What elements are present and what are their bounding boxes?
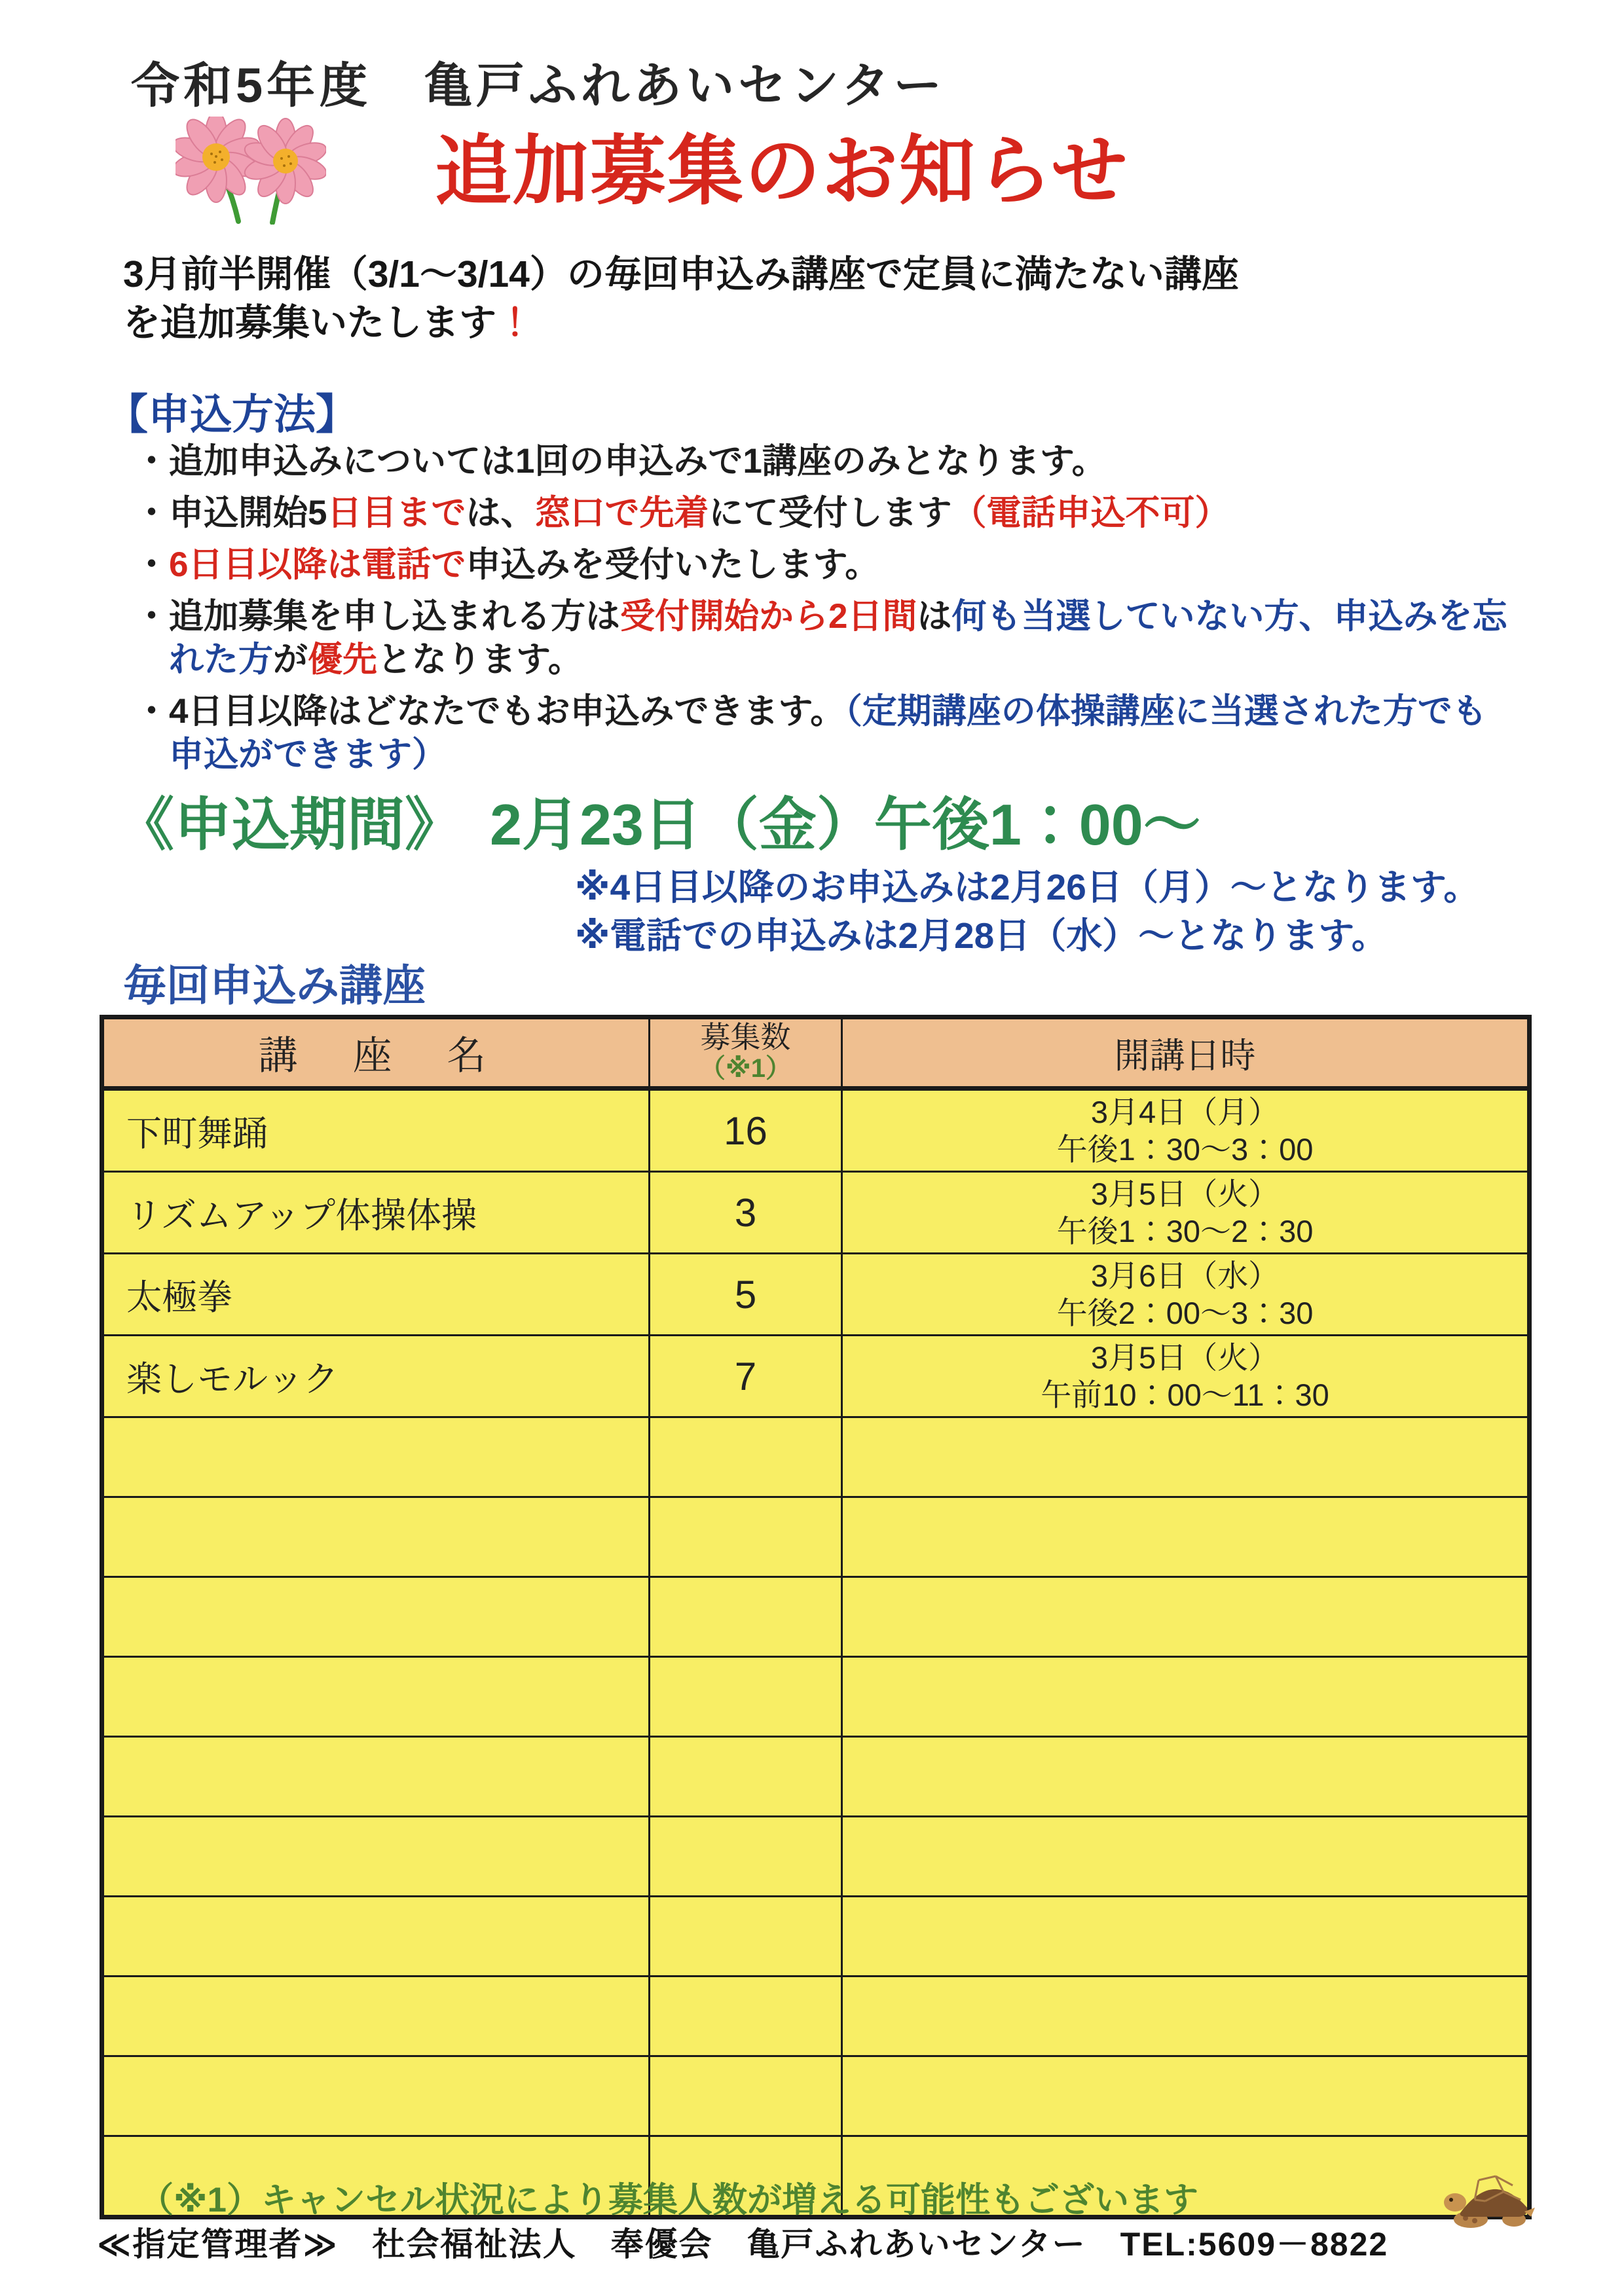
capacity-cell (650, 1897, 842, 1977)
schedule-cell (842, 1089, 1530, 1172)
schedule-cell (842, 1577, 1530, 1657)
period-note: ※4日目以降のお申込みは2月26日（月）～となります。 (575, 867, 1480, 907)
schedule-date: 3月5日（火） (1090, 1340, 1280, 1375)
schedule-cell (842, 1737, 1530, 1817)
schedule-date: 3月6日（水） (1090, 1258, 1280, 1293)
schedule-cell (842, 1172, 1530, 1254)
empty-table-row (102, 2056, 1530, 2136)
course-cell (102, 1577, 650, 1657)
fiscal-year-line: 令和5年度 亀戸ふれあいセンター (131, 58, 946, 113)
schedule-cell (842, 1336, 1530, 1417)
schedule-cell (842, 1417, 1530, 1497)
bullet-segment: 優先 (308, 640, 377, 679)
capacity-cell (650, 2056, 842, 2136)
header-capacity: 募集数 （※1） (650, 1017, 842, 1089)
method-bullets (134, 440, 1509, 785)
period-notes (575, 863, 1479, 960)
capacity-footnote-ref: （※1） (699, 1054, 792, 1083)
schedule-time: 午後2：00～3：30 (1056, 1296, 1314, 1330)
schedule-cell (842, 1497, 1530, 1577)
bullet-segment: 6日目以降は電話で (169, 545, 466, 584)
course-cell (102, 1977, 650, 2056)
bullet-segment: （定期講座の体操講座に当選された方でも申込ができます） (169, 692, 1487, 774)
capacity-cell: 3 (650, 1172, 842, 1254)
bullet-segment: 日目まで (327, 494, 466, 532)
bullet-segment: にて受付します (709, 494, 952, 532)
capacity-cell (650, 1817, 842, 1897)
schedule-date: 3月4日（月） (1090, 1095, 1280, 1129)
bullet-segment: 受付開始から2日間 (620, 597, 917, 636)
bullet-segment: （電話申込不可） (951, 494, 1230, 532)
empty-table-row (102, 1577, 1530, 1657)
course-cell (102, 1737, 650, 1817)
course-cell: リズムアップ体操体操 (102, 1172, 650, 1254)
table-row (102, 1172, 1530, 1254)
intro-line-1: 3月前半開催（3/1～3/14）の毎回申込み講座で定員に満たない講座 (123, 253, 1239, 295)
intro-line-2: を追加募集いたします！ (123, 302, 534, 344)
course-cell: 楽しモルック (102, 1336, 650, 1417)
course-table (100, 1015, 1532, 2219)
method-bullet (134, 492, 1509, 535)
bullet-segment: 何も当選していない方、申込みを忘れた方 (169, 597, 1507, 679)
bullet-segment: 窓口で先着 (535, 494, 709, 532)
course-cell: 太極拳 (102, 1254, 650, 1336)
table-row (102, 1254, 1530, 1336)
schedule-cell (842, 2056, 1530, 2136)
header-course: 講 座 名 (102, 1017, 650, 1089)
capacity-cell (650, 1657, 842, 1737)
course-cell (102, 2056, 650, 2136)
table-row (102, 1089, 1530, 1172)
capacity-cell (650, 1977, 842, 2056)
empty-table-row (102, 1737, 1530, 1817)
empty-table-row (102, 1657, 1530, 1737)
empty-table-row (102, 1417, 1530, 1497)
bullet-segment: ・申込開始5 (134, 494, 327, 532)
empty-table-row (102, 1497, 1530, 1577)
capacity-cell: 7 (650, 1336, 842, 1417)
method-bullet (134, 690, 1509, 776)
bullet-segment: 申込みを受付いたします。 (466, 545, 880, 584)
schedule-date: 3月5日（火） (1090, 1176, 1280, 1211)
course-cell (102, 1897, 650, 1977)
empty-table-row (102, 1897, 1530, 1977)
table-row (102, 1336, 1530, 1417)
course-cell (102, 1497, 650, 1577)
capacity-cell: 5 (650, 1254, 842, 1336)
schedule-cell (842, 1897, 1530, 1977)
header-schedule: 開講日時 (842, 1017, 1530, 1089)
period-note: ※電話での申込みは2月28日（水）～となります。 (575, 915, 1388, 956)
period-label: 《申込期間》 (117, 792, 463, 857)
capacity-cell (650, 1737, 842, 1817)
schedule-time: 午前10：00～11：30 (1041, 1377, 1329, 1412)
period-value: 2月23日（金）午後1：00～ (490, 792, 1201, 857)
manager-line: ≪指定管理者≫ 社会福祉法人 奉優会 亀戸ふれあいセンター TEL:5609－8822 (97, 2226, 1389, 2263)
intro-text (123, 250, 1531, 347)
intro-exclamation: ！ (496, 302, 534, 344)
main-title: 追加募集のお知らせ (435, 128, 1129, 213)
bullet-segment: ・追加募集を申し込まれる方は (134, 597, 620, 636)
capacity-cell: 16 (650, 1089, 842, 1172)
turtle-icon (1441, 2162, 1538, 2230)
schedule-time: 午後1：30～2：30 (1056, 1214, 1314, 1248)
bullet-segment: が (273, 640, 308, 679)
schedule-time: 午後1：30～3：00 (1056, 1132, 1314, 1167)
bullet-segment: となります。 (377, 640, 583, 679)
method-heading: 【申込方法】 (106, 391, 358, 438)
schedule-cell (842, 1657, 1530, 1737)
bullet-segment: ・追加申込みについては1回の申込みで1講座のみとなります。 (134, 442, 1107, 481)
table-caption: 毎回申込み講座 (123, 961, 426, 1010)
course-cell: 下町舞踊 (102, 1089, 650, 1172)
empty-table-row (102, 1817, 1530, 1897)
course-cell (102, 1417, 650, 1497)
bullet-segment: ・4日目以降はどなたでもお申込みできます。 (134, 692, 845, 731)
course-cell (102, 1657, 650, 1737)
table-header-row (102, 1017, 1530, 1089)
application-period-line (117, 779, 1201, 862)
course-cell (102, 1817, 650, 1897)
capacity-cell (650, 1417, 842, 1497)
capacity-cell (650, 1497, 842, 1577)
footnote: （※1）キャンセル状況により募集人数が増える可能性もございます (139, 2181, 1199, 2219)
bullet-segment: は (917, 597, 952, 636)
schedule-cell (842, 1254, 1530, 1336)
method-bullet (134, 440, 1509, 483)
method-bullet (134, 543, 1509, 587)
schedule-cell (842, 1817, 1530, 1897)
empty-table-row (102, 1977, 1530, 2056)
bullet-segment: ・ (134, 545, 169, 584)
bullet-segment: は、 (466, 494, 536, 532)
capacity-cell (650, 1577, 842, 1657)
schedule-cell (842, 1977, 1530, 2056)
cosmos-flowers-icon (175, 117, 326, 225)
method-bullet (134, 595, 1509, 682)
